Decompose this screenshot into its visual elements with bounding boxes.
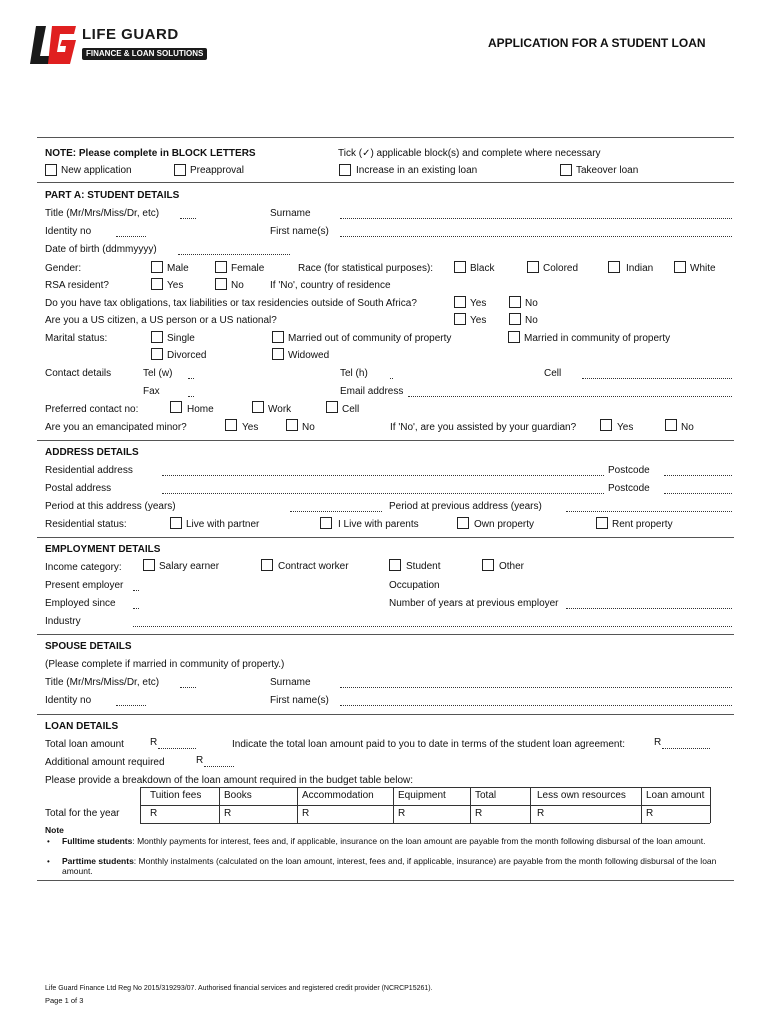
married-in-label: Married in community of property [524, 333, 671, 344]
us-yes-label: Yes [470, 315, 487, 326]
new-application-checkbox[interactable] [45, 164, 57, 176]
us-question: Are you a US citizen, a US person or a US national? [45, 315, 277, 326]
dob-label: Date of birth (ddmmyyyy) [45, 244, 157, 255]
part-a-divider [37, 440, 734, 441]
postal-postcode-label: Postcode [608, 483, 650, 494]
industry-label: Industry [45, 616, 81, 627]
us-no-checkbox[interactable] [509, 313, 521, 325]
colored-label: Colored [543, 263, 579, 274]
table-cell-less-own[interactable]: R [537, 808, 545, 819]
table-col-border [530, 787, 531, 823]
address-divider [37, 537, 734, 538]
widowed-label: Widowed [288, 350, 330, 361]
contact-details-label: Contact details [45, 368, 112, 379]
live-partner-checkbox[interactable] [170, 517, 182, 529]
race-label: Race (for statistical purposes): [298, 263, 434, 274]
table-header-cell: Equipment [398, 790, 446, 801]
paid-to-date-currency: R [654, 737, 662, 748]
spouse-identity-field[interactable] [116, 705, 146, 706]
home-label: Home [187, 404, 214, 415]
table-header-cell: Books [224, 790, 252, 801]
student-label: Student [406, 561, 441, 572]
surname-field[interactable] [340, 218, 732, 219]
period-current-field[interactable] [290, 511, 382, 512]
salary-earner-label: Salary earner [159, 561, 220, 572]
home-checkbox[interactable] [170, 401, 182, 413]
guardian-yes-label: Yes [617, 422, 634, 433]
preapproval-checkbox[interactable] [174, 164, 186, 176]
rsa-resident-label: RSA resident? [45, 280, 109, 291]
table-mid-border [140, 805, 710, 806]
guardian-yes-checkbox[interactable] [600, 419, 612, 431]
total-loan-currency: R [150, 737, 158, 748]
residential-postcode-label: Postcode [608, 465, 650, 476]
fax-field[interactable] [188, 396, 194, 397]
tel-w-label: Tel (w) [143, 368, 173, 379]
email-field[interactable] [408, 396, 732, 397]
table-header-cell: Less own resources [537, 790, 626, 801]
fax-label: Fax [143, 386, 160, 397]
divorced-label: Divorced [167, 350, 207, 361]
salary-earner-checkbox[interactable] [143, 559, 155, 571]
live-partner-label: Live with partner [186, 519, 260, 530]
postal-address-field[interactable] [162, 493, 604, 494]
paid-to-date-field[interactable] [662, 748, 710, 749]
note-bullet-icon: • [47, 857, 50, 866]
email-label: Email address [340, 386, 404, 397]
live-parents-label: I Live with parents [338, 519, 419, 530]
emancipated-no-label: No [302, 422, 315, 433]
cell-pref-checkbox[interactable] [326, 401, 338, 413]
note-heading: Note [45, 825, 64, 835]
emancipated-yes-label: Yes [242, 422, 259, 433]
married-out-label: Married out of community of property [288, 333, 452, 344]
country-label: If 'No', country of residence [270, 280, 391, 291]
table-header-cell: Loan amount [646, 790, 705, 801]
work-label: Work [268, 404, 292, 415]
emancipated-label: Are you an emancipated minor? [45, 422, 187, 433]
note-fulltime [62, 836, 722, 846]
female-label: Female [231, 263, 265, 274]
black-label: Black [470, 263, 495, 274]
tax-question: Do you have tax obligations, tax liabilities or tax residencies outside of South Africa? [45, 298, 417, 309]
present-employer-field[interactable] [133, 590, 139, 591]
table-cell-books[interactable]: R [224, 808, 232, 819]
emancipated-no-checkbox[interactable] [286, 419, 298, 431]
other-label: Other [499, 561, 525, 572]
spouse-first-names-label: First name(s) [270, 695, 329, 706]
male-checkbox[interactable] [151, 261, 163, 273]
note-bullet-icon: • [47, 837, 50, 846]
indian-checkbox[interactable] [608, 261, 620, 273]
employment-heading: EMPLOYMENT DETAILS [45, 544, 161, 555]
employed-since-field[interactable] [133, 608, 139, 609]
rsa-no-label: No [231, 280, 244, 291]
guardian-no-label: No [681, 422, 694, 433]
present-employer-label: Present employer [45, 580, 124, 591]
rent-property-checkbox[interactable] [596, 517, 608, 529]
spouse-identity-label: Identity no [45, 695, 92, 706]
table-header-cell: Tuition fees [150, 790, 202, 801]
married-in-checkbox[interactable] [508, 331, 520, 343]
own-property-label: Own property [474, 519, 535, 530]
us-yes-checkbox[interactable] [454, 313, 466, 325]
rsa-yes-checkbox[interactable] [151, 278, 163, 290]
own-property-checkbox[interactable] [457, 517, 469, 529]
intro-divider [37, 182, 734, 183]
gender-label: Gender: [45, 263, 82, 274]
black-checkbox[interactable] [454, 261, 466, 273]
table-cell-equipment[interactable]: R [398, 808, 406, 819]
surname-label: Surname [270, 208, 311, 219]
header-divider [37, 137, 734, 138]
tax-yes-checkbox[interactable] [454, 296, 466, 308]
spouse-instruction: (Please complete if married in community of property.) [45, 659, 285, 670]
emancipated-yes-checkbox[interactable] [225, 419, 237, 431]
first-names-field[interactable] [340, 236, 732, 237]
table-cell-tuition[interactable]: R [150, 808, 158, 819]
table-cell-loan-amount[interactable]: R [646, 808, 654, 819]
table-bottom-border [140, 823, 710, 824]
marital-label: Marital status: [45, 333, 108, 344]
guardian-label: If 'No', are you assisted by your guardian? [390, 422, 577, 433]
first-names-label: First name(s) [270, 226, 329, 237]
postal-postcode-field[interactable] [664, 493, 732, 494]
rsa-yes-label: Yes [167, 280, 184, 291]
logo-name: LIFE GUARD [82, 26, 179, 43]
table-col-border [140, 787, 141, 823]
white-checkbox[interactable] [674, 261, 686, 273]
female-checkbox[interactable] [215, 261, 227, 273]
preapproval-label: Preapproval [190, 165, 244, 176]
male-label: Male [167, 263, 189, 274]
breakdown-label: Please provide a breakdown of the loan amount required in the budget table below: [45, 775, 414, 786]
single-label: Single [167, 333, 195, 344]
residential-status-label: Residential status: [45, 519, 127, 530]
period-previous-label: Period at previous address (years) [389, 501, 542, 512]
table-col-border [710, 787, 711, 823]
note-parttime [62, 856, 722, 876]
title-label: Title (Mr/Mrs/Miss/Dr, etc) [45, 208, 160, 219]
student-checkbox[interactable] [389, 559, 401, 571]
occupation-label: Occupation [389, 580, 440, 591]
cell-label: Cell [544, 368, 562, 379]
table-row-label: Total for the year [45, 808, 120, 819]
table-col-border [219, 787, 220, 823]
indian-label: Indian [626, 263, 654, 274]
increase-loan-checkbox[interactable] [339, 164, 351, 176]
table-col-border [297, 787, 298, 823]
table-header-cell: Accommodation [302, 790, 374, 801]
additional-amount-label: Additional amount required [45, 757, 165, 768]
new-application-label: New application [61, 165, 132, 176]
paid-to-date-label: Indicate the total loan amount paid to you to date in terms of the student loan agreement: [232, 739, 626, 750]
years-previous-label: Number of years at previous employer [389, 598, 559, 609]
us-no-label: No [525, 315, 538, 326]
rsa-no-checkbox[interactable] [215, 278, 227, 290]
note-parttime-text: : Monthly instalments (calculated on the loan amount, interest, fees and, if applicable, insurance) are payable from the month following disbursal of the loan amount. [62, 856, 717, 876]
spouse-divider [37, 714, 734, 715]
tax-yes-label: Yes [470, 298, 487, 309]
employment-divider [37, 634, 734, 635]
identity-field[interactable] [116, 236, 146, 237]
tax-no-label: No [525, 298, 538, 309]
page-number: Page 1 of 3 [45, 996, 84, 1005]
period-current-label: Period at this address (years) [45, 501, 176, 512]
table-top-border [140, 787, 710, 788]
colored-checkbox[interactable] [527, 261, 539, 273]
single-checkbox[interactable] [151, 331, 163, 343]
logo-tagline: FINANCE & LOAN SOLUTIONS [82, 48, 207, 60]
title-field[interactable] [180, 218, 196, 219]
logo [30, 24, 215, 66]
spouse-first-names-field[interactable] [340, 705, 732, 706]
takeover-loan-checkbox[interactable] [560, 164, 572, 176]
work-checkbox[interactable] [252, 401, 264, 413]
part-a-heading: PART A: STUDENT DETAILS [45, 190, 180, 201]
residential-address-field[interactable] [162, 475, 604, 476]
tel-h-field[interactable] [390, 378, 393, 379]
note-fulltime-title: Fulltime students [62, 836, 133, 846]
takeover-loan-label: Takeover loan [576, 165, 639, 176]
period-previous-field[interactable] [566, 511, 732, 512]
white-label: White [690, 263, 716, 274]
notes-divider [37, 880, 734, 881]
postal-address-label: Postal address [45, 483, 112, 494]
table-header-cell: Total [475, 790, 497, 801]
other-checkbox[interactable] [482, 559, 494, 571]
tel-w-field[interactable] [188, 378, 194, 379]
residential-postcode-field[interactable] [664, 475, 732, 476]
live-parents-checkbox[interactable] [320, 517, 332, 529]
total-loan-label: Total loan amount [45, 739, 124, 750]
additional-amount-currency: R [196, 755, 204, 766]
employed-since-label: Employed since [45, 598, 116, 609]
spouse-heading: SPOUSE DETAILS [45, 641, 132, 652]
contract-worker-label: Contract worker [278, 561, 349, 572]
guardian-no-checkbox[interactable] [665, 419, 677, 431]
tick-instruction: Tick (✓) applicable block(s) and complete where necessary [338, 148, 601, 159]
spouse-title-label: Title (Mr/Mrs/Miss/Dr, etc) [45, 677, 160, 688]
income-category-label: Income category: [45, 562, 122, 573]
table-col-border [393, 787, 394, 823]
years-previous-field[interactable] [566, 608, 732, 609]
cell-pref-label: Cell [342, 404, 360, 415]
residential-address-label: Residential address [45, 465, 133, 476]
table-cell-accommodation[interactable]: R [302, 808, 310, 819]
spouse-title-field[interactable] [180, 687, 196, 688]
spouse-surname-label: Surname [270, 677, 311, 688]
block-letters-note: NOTE: Please complete in BLOCK LETTERS [45, 148, 256, 159]
address-heading: ADDRESS DETAILS [45, 447, 139, 458]
rent-property-label: Rent property [612, 519, 673, 530]
widowed-checkbox[interactable] [272, 348, 284, 360]
tel-h-label: Tel (h) [340, 368, 368, 379]
preferred-contact-label: Preferred contact no: [45, 404, 139, 415]
increase-loan-label: Increase in an existing loan [356, 165, 478, 176]
table-col-border [641, 787, 642, 823]
dob-field[interactable] [178, 254, 290, 255]
page-title: APPLICATION FOR A STUDENT LOAN [488, 36, 706, 50]
footer-registration: Life Guard Finance Ltd Reg No 2015/319293/07. Authorised financial services and registered credit provider (NCRCP15261). [45, 985, 433, 992]
total-loan-field[interactable] [158, 748, 196, 749]
contract-worker-checkbox[interactable] [261, 559, 273, 571]
tax-no-checkbox[interactable] [509, 296, 521, 308]
logo-mark-icon [30, 24, 78, 66]
loan-heading: LOAN DETAILS [45, 721, 119, 732]
industry-field[interactable] [133, 626, 732, 627]
identity-label: Identity no [45, 226, 92, 237]
note-fulltime-text: : Monthly payments for interest, fees and, if applicable, insurance on the loan amount are payable from the month following disbursal of the loan amount. [132, 836, 706, 846]
table-col-border [470, 787, 471, 823]
additional-amount-field[interactable] [204, 766, 234, 767]
divorced-checkbox[interactable] [151, 348, 163, 360]
table-cell-total[interactable]: R [475, 808, 483, 819]
note-parttime-title: Parttime students [62, 856, 134, 866]
married-out-checkbox[interactable] [272, 331, 284, 343]
cell-field[interactable] [582, 378, 732, 379]
spouse-surname-field[interactable] [340, 687, 732, 688]
